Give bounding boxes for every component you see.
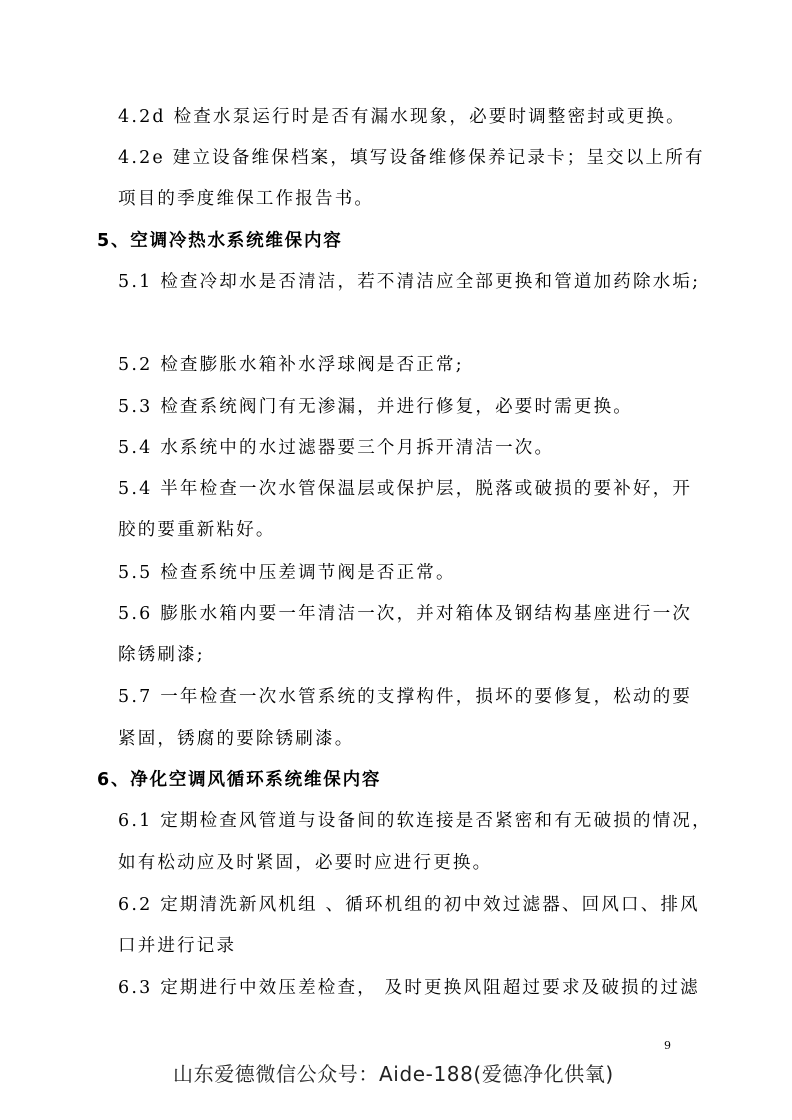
footer-watermark: 山东爱德微信公众号：Aide-188(爱德净化供氧) [173, 1062, 614, 1086]
paragraph-4-2e-continued: 项目的季度维保工作报告书。 [118, 189, 375, 209]
paragraph-5-1: 5.1 检查冷却水是否清洁，若不清洁应全部更换和管道加药除水垢; [118, 272, 701, 292]
paragraph-6-2-continued: 口并进行记录 [118, 936, 237, 956]
paragraph-6-3: 6.3 定期进行中效压差检查， 及时更换风阻超过要求及破损的过滤 [118, 978, 700, 998]
paragraph-5-6-continued: 除锈刷漆; [118, 645, 205, 665]
paragraph-5-7: 5.7 一年检查一次水管系统的支撑构件，损坏的要修复，松动的要 [118, 687, 693, 707]
page-number: 9 [664, 1039, 671, 1052]
paragraph-5-4-insulation-continued: 胶的要重新粘好。 [118, 520, 276, 540]
paragraph-5-4-filter: 5.4 水系统中的水过滤器要三个月拆开清洁一次。 [118, 438, 555, 458]
paragraph-5-7-continued: 紧固，锈腐的要除锈刷漆。 [118, 729, 355, 749]
paragraph-6-1: 6.1 定期检查风管道与设备间的软连接是否紧密和有无破损的情况， [118, 811, 712, 831]
section-heading-5: 5、空调冷热水系统维保内容 [97, 231, 343, 251]
paragraph-5-6: 5.6 膨胀水箱内要一年清洁一次，并对箱体及钢结构基座进行一次 [118, 604, 693, 624]
paragraph-4-2e: 4.2e 建立设备维保档案，填写设备维修保养记录卡；呈交以上所有 [118, 148, 705, 168]
paragraph-5-4-insulation: 5.4 半年检查一次水管保温层或保护层，脱落或破损的要补好，开 [118, 479, 693, 499]
paragraph-5-3: 5.3 检查系统阀门有无渗漏，并进行修复，必要时需更换。 [118, 397, 633, 417]
paragraph-5-5: 5.5 检查系统中压差调节阀是否正常。 [118, 563, 456, 583]
section-heading-6: 6、净化空调风循环系统维保内容 [97, 770, 382, 790]
paragraph-6-1-continued: 如有松动应及时紧固，必要时应进行更换。 [118, 853, 493, 873]
paragraph-4-2d: 4.2d 检查水泵运行时是否有漏水现象，必要时调整密封或更换。 [118, 107, 686, 127]
paragraph-6-2: 6.2 定期清洗新风机组 、循环机组的初中效过滤器、回风口、排风 [118, 895, 700, 915]
paragraph-5-2: 5.2 检查膨胀水箱补水浮球阀是否正常; [118, 355, 464, 375]
